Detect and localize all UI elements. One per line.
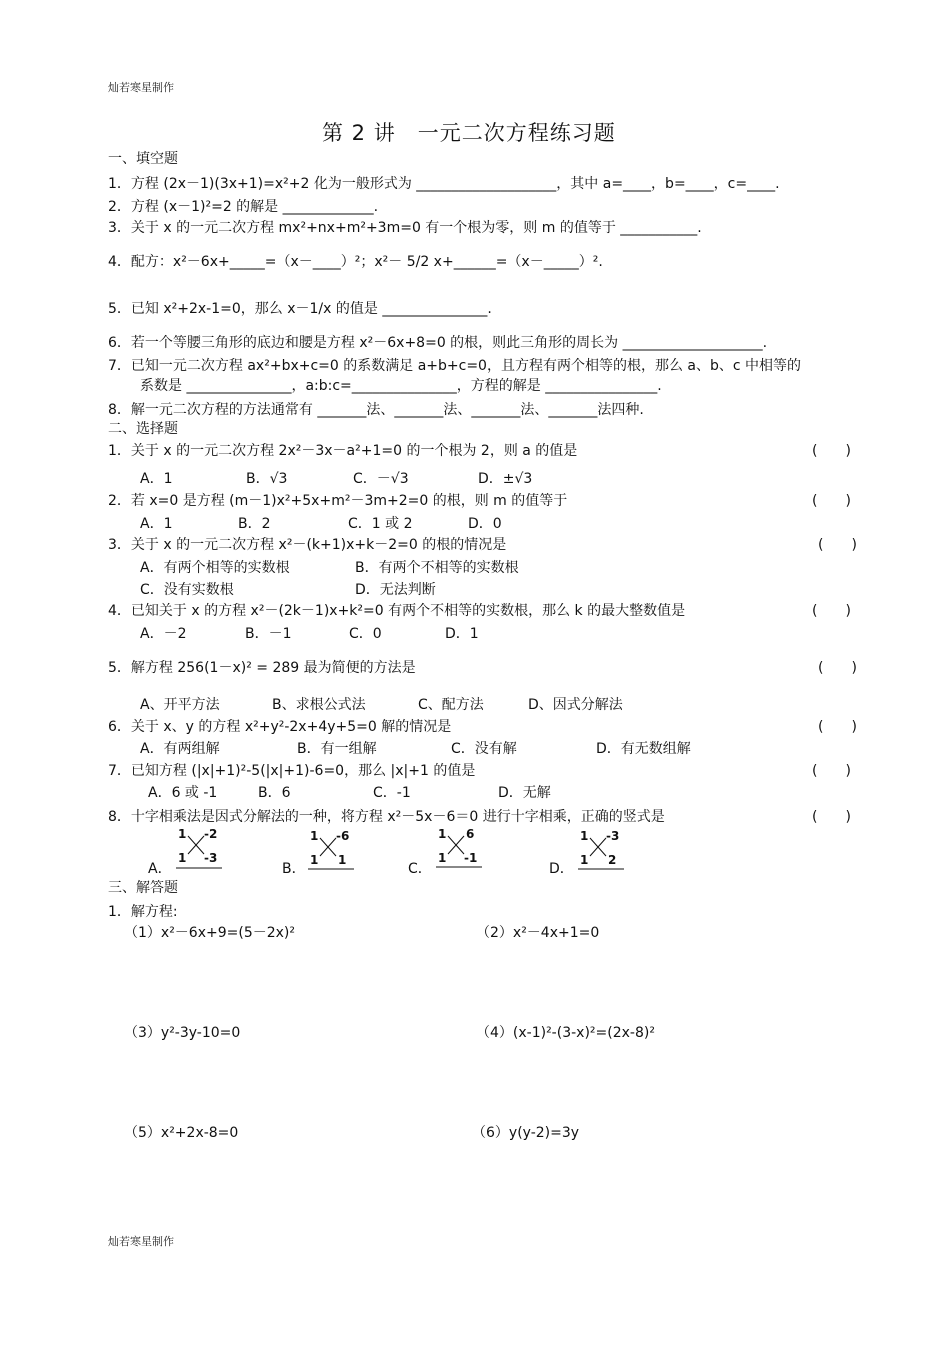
fill-question-4: 4．配方：x²－6x+_____=（x－____）²；x²－ 5/2 x+______=（x－_____）². bbox=[108, 254, 603, 270]
solve-equation-4: （4）(x-1)²-(3-x)²=(2x-8)² bbox=[476, 1025, 655, 1041]
choice-question-1: 1．关于 x 的一元二次方程 2x²－3x－a²+1=0 的一个根为 2，则 a 的值是 bbox=[108, 443, 578, 459]
cross-bottom-right: -3 bbox=[204, 851, 218, 865]
fill-question-7-cont: 系数是 _______________，a:b:c=_______________，方程的解是 ________________. bbox=[140, 378, 662, 394]
cross-diagram-b bbox=[308, 828, 356, 872]
page-footer: 灿若寒星制作 bbox=[108, 1235, 174, 1248]
cross-lines bbox=[308, 828, 356, 872]
section-fill-heading: 一、填空题 bbox=[108, 151, 178, 167]
choice-option: A．1 bbox=[140, 516, 173, 532]
choice-question-3: 3．关于 x 的一元二次方程 x²－(k+1)x+k－2=0 的根的情况是 bbox=[108, 537, 507, 553]
choice-option: D．0 bbox=[468, 516, 502, 532]
choice-option: A．1 bbox=[140, 471, 173, 487]
choice-option: A．有两组解 bbox=[140, 741, 220, 757]
choice-option: D、因式分解法 bbox=[528, 697, 623, 713]
answer-paren: ( ) bbox=[812, 809, 851, 825]
answer-paren: ( ) bbox=[818, 537, 857, 553]
cross-bottom-right: 1 bbox=[338, 853, 347, 867]
cross-lines bbox=[176, 828, 224, 872]
choice-question-2: 2．若 x=0 是方程 (m－1)x²+5x+m²－3m+2=0 的根，则 m 的值等于 bbox=[108, 493, 568, 509]
cross-bottom-left: 1 bbox=[178, 851, 187, 865]
cross-top-right: -3 bbox=[606, 829, 620, 843]
choice-option: C．-1 bbox=[373, 785, 411, 801]
choice-option: A．－2 bbox=[140, 626, 187, 642]
fill-question-8: 8．解一元二次方程的方法通常有 _______法、_______法、_______法、_______法四种. bbox=[108, 402, 644, 418]
choice-option: B．2 bbox=[238, 516, 271, 532]
fill-question-7: 7．已知一元二次方程 ax²+bx+c=0 的系数满足 a+b+c=0，且方程有两个相等的根，那么 a、b、c 中相等的 bbox=[108, 358, 802, 374]
section-choice-heading: 二、选择题 bbox=[108, 421, 178, 437]
cross-lines bbox=[436, 826, 484, 870]
cross-diagram-d bbox=[578, 828, 626, 872]
page-header: 灿若寒星制作 bbox=[108, 81, 174, 94]
cross-bottom-left: 1 bbox=[310, 853, 319, 867]
cross-top-right: 6 bbox=[466, 827, 475, 841]
answer-paren: ( ) bbox=[812, 763, 851, 779]
choice-option-b-label: B． bbox=[282, 861, 306, 877]
choice-option: B．6 bbox=[258, 785, 291, 801]
cross-bottom-left: 1 bbox=[438, 851, 447, 865]
choice-option: C．－√3 bbox=[353, 471, 409, 487]
fill-question-3: 3．关于 x 的一元二次方程 mx²+nx+m²+3m=0 有一个根为零，则 m 的值等于 ___________. bbox=[108, 220, 702, 236]
choice-option: C．没有实数根 bbox=[140, 582, 234, 598]
fill-question-6: 6．若一个等腰三角形的底边和腰是方程 x²－6x+8=0 的根，则此三角形的周长为 ____________________. bbox=[108, 335, 768, 351]
choice-option: C．没有解 bbox=[451, 741, 517, 757]
choice-option: A、开平方法 bbox=[140, 697, 220, 713]
choice-option: B．有一组解 bbox=[297, 741, 377, 757]
choice-option: A．6 或 -1 bbox=[148, 785, 218, 801]
solve-equation-3: （3）y²-3y-10=0 bbox=[124, 1025, 241, 1041]
choice-option: D．±√3 bbox=[478, 471, 533, 487]
choice-option: D．有无数组解 bbox=[596, 741, 691, 757]
solve-equation-5: （5）x²+2x-8=0 bbox=[124, 1125, 239, 1141]
answer-paren: ( ) bbox=[812, 603, 851, 619]
solve-intro: 1．解方程: bbox=[108, 904, 178, 920]
choice-option-d-label: D． bbox=[549, 861, 574, 877]
cross-diagram-a bbox=[176, 828, 224, 872]
choice-option: C．1 或 2 bbox=[348, 516, 413, 532]
solve-equation-1: （1）x²－6x+9=(5－2x)² bbox=[124, 925, 296, 941]
cross-diagram-c bbox=[436, 826, 484, 870]
cross-top-right: -6 bbox=[336, 829, 350, 843]
solve-equation-2: （2）x²－4x+1=0 bbox=[476, 925, 600, 941]
choice-question-5: 5．解方程 256(1－x)² = 289 最为简便的方法是 bbox=[108, 660, 416, 676]
choice-option: B．－1 bbox=[245, 626, 292, 642]
choice-option-c-label: C． bbox=[408, 861, 432, 877]
choice-option: C．0 bbox=[349, 626, 382, 642]
fill-question-5: 5．已知 x²+2x-1=0，那么 x－1/x 的值是 _______________. bbox=[108, 301, 492, 317]
choice-option: B、求根公式法 bbox=[272, 697, 366, 713]
answer-paren: ( ) bbox=[818, 719, 857, 735]
choice-option: D．无法判断 bbox=[355, 582, 436, 598]
answer-paren: ( ) bbox=[812, 493, 851, 509]
choice-option: C、配方法 bbox=[418, 697, 484, 713]
choice-question-4: 4．已知关于 x 的方程 x²－(2k－1)x+k²=0 有两个不相等的实数根，那么 k 的最大整数值是 bbox=[108, 603, 686, 619]
cross-bottom-right: 2 bbox=[608, 853, 617, 867]
page-title: 第 2 讲 一元二次方程练习题 bbox=[322, 121, 616, 145]
choice-question-8: 8．十字相乘法是因式分解法的一种，将方程 x²－5x－6＝0 进行十字相乘，正确的竖式是 bbox=[108, 809, 665, 825]
cross-top-left: 1 bbox=[178, 827, 187, 841]
cross-top-left: 1 bbox=[310, 829, 319, 843]
cross-top-left: 1 bbox=[438, 827, 447, 841]
choice-option: D．1 bbox=[445, 626, 479, 642]
cross-top-left: 1 bbox=[580, 829, 589, 843]
section-solve-heading: 三、解答题 bbox=[108, 880, 178, 896]
choice-option: D．无解 bbox=[498, 785, 551, 801]
answer-paren: ( ) bbox=[818, 660, 857, 676]
cross-lines bbox=[578, 828, 626, 872]
solve-equation-6: （6）y(y-2)=3y bbox=[472, 1125, 580, 1141]
choice-option: A．有两个相等的实数根 bbox=[140, 560, 290, 576]
choice-question-6: 6．关于 x、y 的方程 x²+y²-2x+4y+5=0 解的情况是 bbox=[108, 719, 452, 735]
choice-option: B．有两个不相等的实数根 bbox=[355, 560, 519, 576]
fill-question-1: 1．方程 (2x－1)(3x+1)=x²+2 化为一般形式为 ____________________，其中 a=____，b=____，c=____. bbox=[108, 176, 780, 192]
choice-option: B．√3 bbox=[246, 471, 288, 487]
cross-bottom-left: 1 bbox=[580, 853, 589, 867]
choice-option-a-label: A． bbox=[148, 861, 172, 877]
answer-paren: ( ) bbox=[812, 443, 851, 459]
fill-question-2: 2．方程 (x－1)²=2 的解是 _____________. bbox=[108, 199, 379, 215]
cross-bottom-right: -1 bbox=[464, 851, 478, 865]
cross-top-right: -2 bbox=[204, 827, 218, 841]
choice-question-7: 7．已知方程 (|x|+1)²-5(|x|+1)-6=0，那么 |x|+1 的值是 bbox=[108, 763, 476, 779]
